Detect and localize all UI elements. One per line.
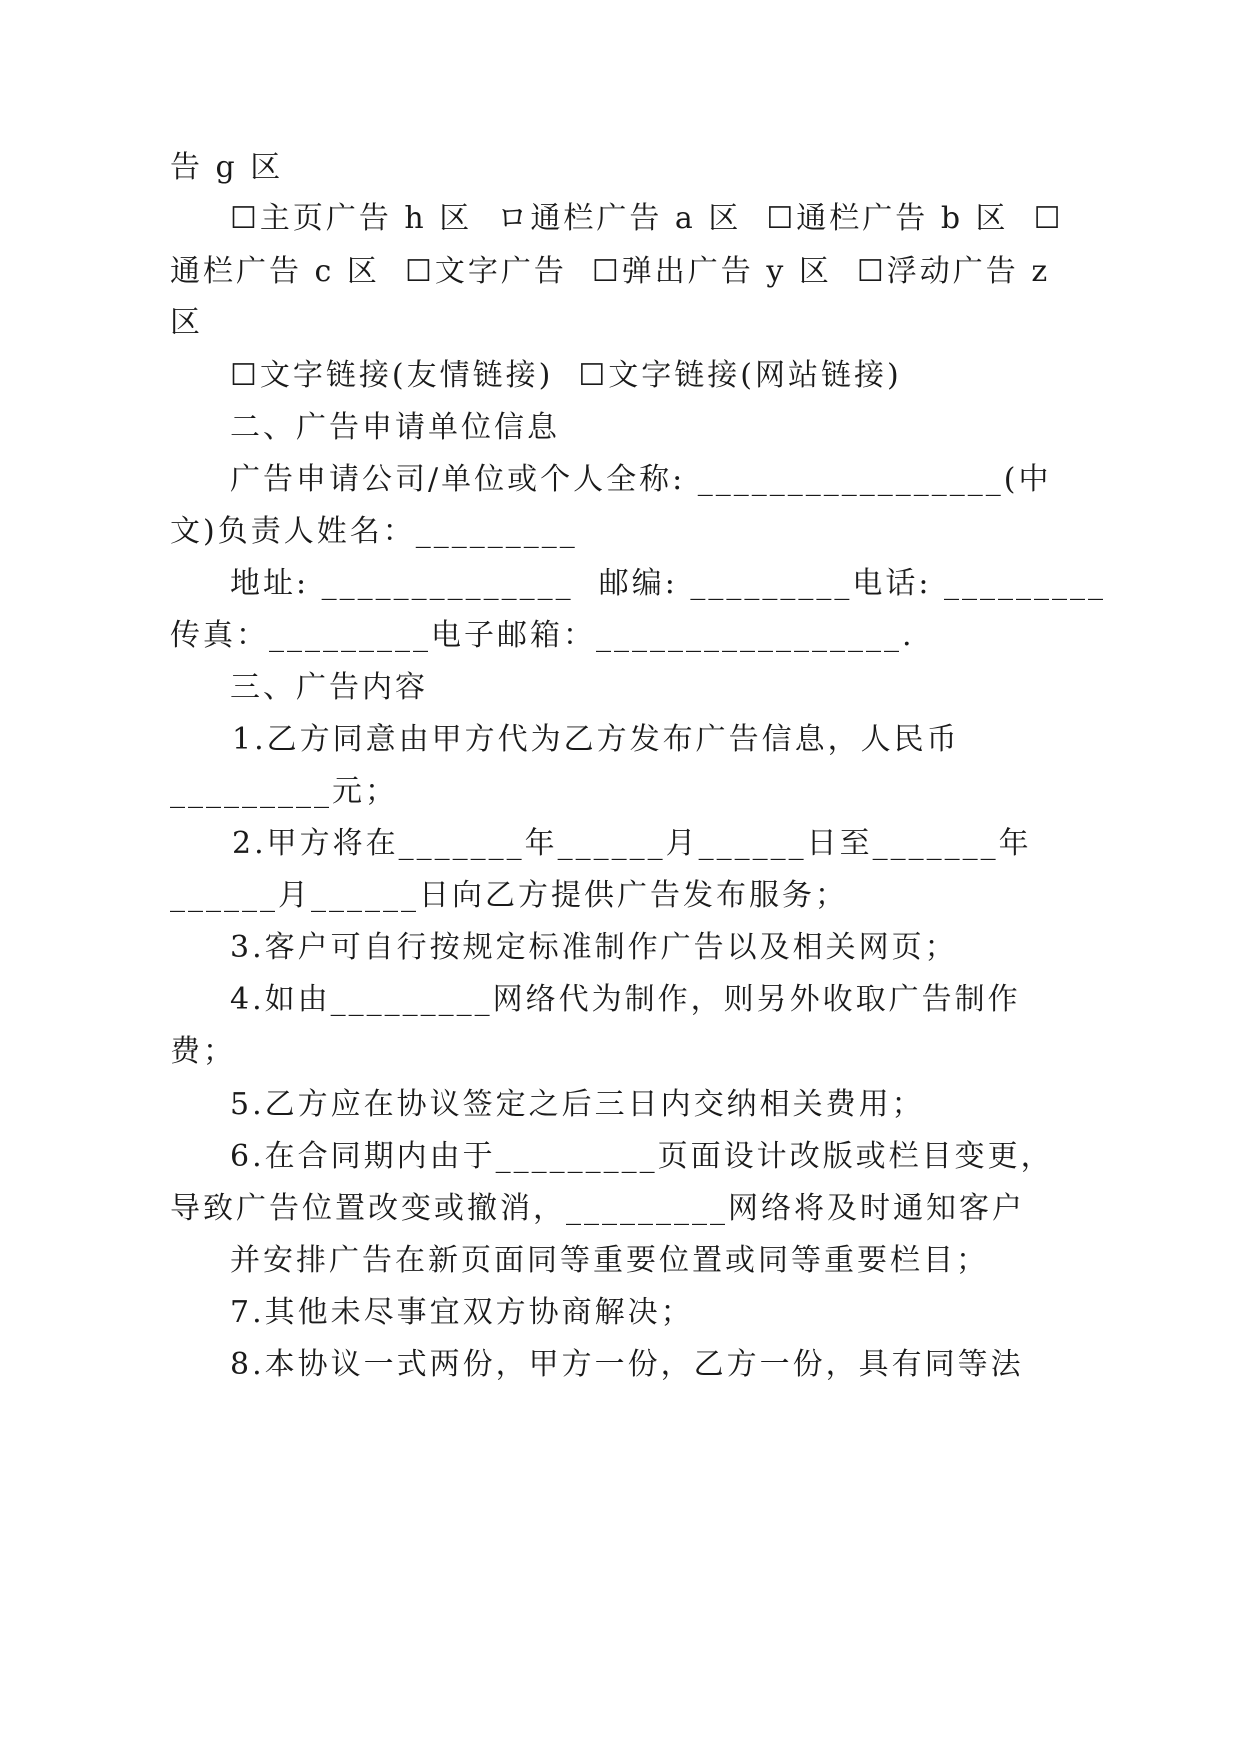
text-line: _________元；	[170, 774, 398, 809]
text-line: 2.甲方将在_______年______月______日至_______年	[232, 826, 1032, 861]
text-line: 并安排广告在新页面同等重要位置或同等重要栏目；	[230, 1243, 989, 1278]
section-heading: 二、广告申请单位信息	[230, 410, 560, 445]
text-line: 3.客户可自行按规定标准制作广告以及相关网页；	[230, 930, 958, 965]
text-line: 1.乙方同意由甲方代为乙方发布广告信息，人民币	[232, 722, 960, 757]
text-line: ☐文字链接(友情链接) ☐文字链接(网站链接)	[230, 358, 902, 393]
section-heading: 三、广告内容	[230, 670, 428, 705]
text-line: 区	[170, 305, 203, 340]
text-line: 告 g 区	[170, 150, 284, 185]
text-line: 导致广告位置改变或撤消，_________网络将及时通知客户	[170, 1191, 1025, 1226]
text-line: 通栏广告 c 区 ☐文字广告 ☐弹出广告 y 区 ☐浮动广告 z	[170, 254, 1051, 289]
text-line: 费；	[170, 1034, 236, 1069]
text-line: 8.本协议一式两份，甲方一份，乙方一份，具有同等法	[230, 1347, 1024, 1382]
text-line: 传真：_________电子邮箱：_________________.	[170, 618, 915, 653]
text-line: 地址: ______________ 邮编: _________电话: _________	[230, 566, 1107, 601]
text-line: 文)负责人姓名：_________	[170, 514, 578, 549]
text-line: 6.在合同期内由于_________页面设计改版或栏目变更，	[230, 1139, 1054, 1174]
text-line: 5.乙方应在协议签定之后三日内交纳相关费用；	[230, 1087, 925, 1122]
text-line: ☐主页广告 h 区 ロ通栏广告 a 区 ☐通栏广告 b 区 ☐	[230, 201, 1064, 236]
text-line: 4.如由_________网络代为制作，则另外收取广告制作	[230, 982, 1021, 1017]
text-line: 广告申请公司/单位或个人全称: _________________(中	[230, 462, 1052, 497]
text-line: 7.其他未尽事宜双方协商解决；	[230, 1295, 694, 1330]
text-line: ______月______日向乙方提供广告发布服务；	[170, 878, 848, 913]
